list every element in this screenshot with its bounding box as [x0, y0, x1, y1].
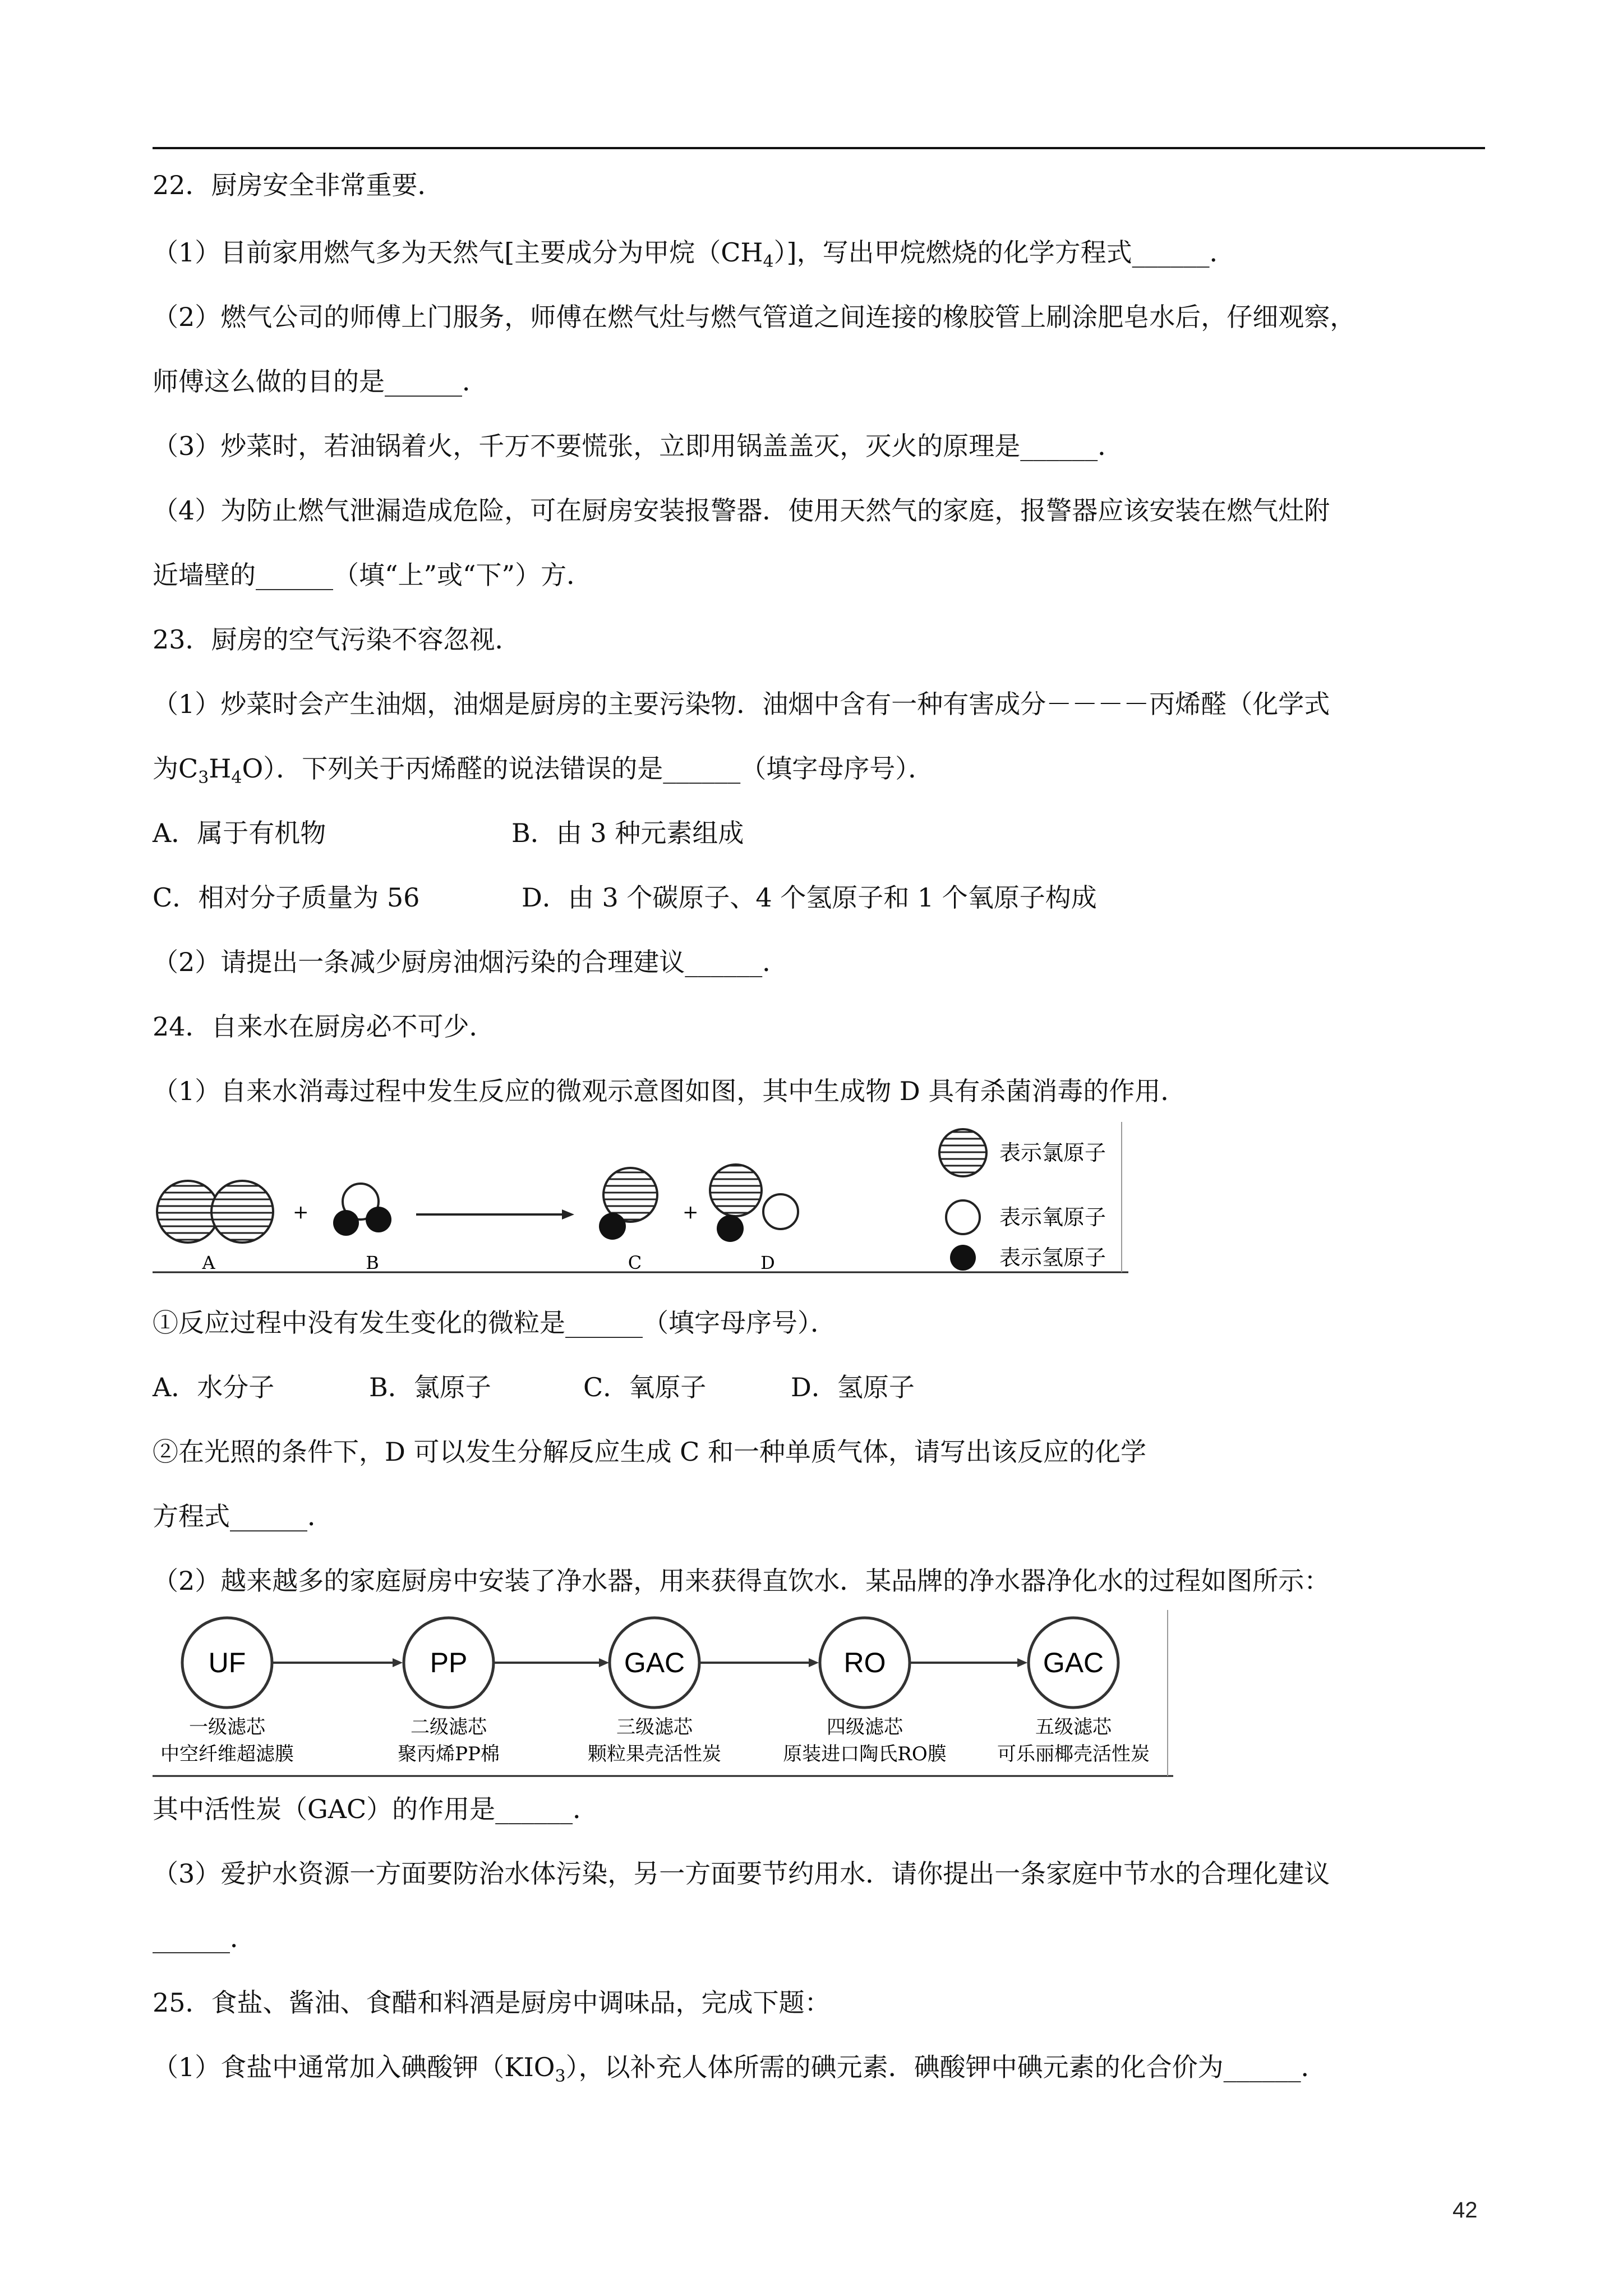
- filter-stage-1: [160, 1618, 294, 1765]
- filter-stage-5: [997, 1618, 1150, 1765]
- legend-hydrogen-label: 表示氢原子: [999, 1245, 1106, 1270]
- filter-description: 颗粒果壳活性炭: [588, 1743, 721, 1765]
- q23-part1-line1: （1）炒菜时会产生油烟，油烟是厨房的主要污染物．油烟中含有一种有害成分－－－－丙烯醛（化学式: [153, 689, 1330, 719]
- arrow-head: [562, 1209, 574, 1220]
- q24-subq1-option-c: C．氧原子: [583, 1372, 707, 1402]
- chlorine-atom: [157, 1181, 219, 1243]
- label-d: D: [760, 1252, 775, 1273]
- legend-oxygen-label: 表示氧原子: [999, 1205, 1106, 1230]
- q22-part2-line2: 师傅这么做的目的是______．: [153, 366, 488, 397]
- chlorine-atom: [710, 1165, 762, 1216]
- hydrogen-atom: [366, 1207, 391, 1232]
- q24-subq2-line1: ②在光照的条件下，D 可以发生分解反应生成 C 和一种单质气体，请写出该反应的化学: [153, 1437, 1146, 1467]
- q24-subq1: ①反应过程中没有发生变化的微粒是______（填字母序号）．: [153, 1308, 836, 1338]
- molecule-b: [333, 1184, 391, 1236]
- filter-description: 中空纤维超滤膜: [160, 1743, 294, 1765]
- label-a: A: [202, 1252, 215, 1273]
- label-c: C: [628, 1252, 642, 1273]
- q23-option-b: B．由 3 种元素组成: [511, 818, 744, 848]
- q23-option-c: C．相对分子质量为 56: [153, 882, 420, 913]
- filter-description: 可乐丽椰壳活性炭: [997, 1743, 1150, 1765]
- chlorine-atom: [211, 1181, 273, 1243]
- legend-hydrogen-icon: [950, 1245, 976, 1271]
- header-rule: [153, 147, 1485, 149]
- q24-part3-line2: ______．: [153, 1923, 256, 1953]
- legend-oxygen-icon: [946, 1200, 980, 1234]
- legend: [939, 1129, 1106, 1271]
- label-b: B: [366, 1252, 379, 1273]
- filter-level: 二级滤芯: [411, 1716, 487, 1738]
- q23-option-d: D．由 3 个碳原子、4 个氢原子和 1 个氧原子构成: [522, 882, 1097, 913]
- reaction-diagram: [153, 1122, 1128, 1285]
- filter-description: 聚丙烯PP棉: [398, 1743, 500, 1765]
- filter-code: GAC: [624, 1647, 685, 1678]
- filter-level: 五级滤芯: [1035, 1716, 1112, 1738]
- q23-title: 23．厨房的空气污染不容忽视．: [153, 624, 521, 655]
- filter-description: 原装进口陶氏RO膜: [783, 1743, 947, 1765]
- q25-title: 25．食盐、酱油、食醋和料酒是厨房中调味品，完成下题：: [153, 1987, 831, 2018]
- q24-subq1-option-a: A．水分子: [153, 1372, 275, 1402]
- arrow-head: [393, 1658, 403, 1667]
- filter-stage-4: [783, 1618, 946, 1765]
- q25-part1: （1）食盐中通常加入碘酸钾$(KIO_3)$，以补充人体所需的碘元素．碘酸钾中碘元素的化合价为______．: [153, 2052, 1327, 2086]
- filter-stage-3: [588, 1618, 721, 1765]
- legend-chlorine-icon: [939, 1129, 986, 1176]
- page-number: 42: [1453, 2198, 1478, 2223]
- filter-level: 一级滤芯: [189, 1716, 265, 1738]
- q24-subq1-option-b: B．氯原子: [369, 1372, 491, 1402]
- q24-title: 24．自来水在厨房必不可少．: [153, 1011, 495, 1042]
- q23-part2: （2）请提出一条减少厨房油烟污染的合理建议______．: [153, 947, 789, 977]
- q22-part4-line2: 近墙壁的______（填“上”或“下”）方．: [153, 560, 593, 590]
- q24-part2-question: 其中活性炭（GAC）的作用是______．: [153, 1794, 599, 1824]
- q23-part1-line2: 为$C_3H_4O$）．下列关于丙烯醛的说法错误的是______（填字母序号）．: [153, 753, 934, 788]
- filter-code: RO: [843, 1647, 886, 1678]
- q22-part4-line1: （4）为防止燃气泄漏造成危险，可在厨房安装报警器．使用天然气的家庭，报警器应该安装在燃气灶附: [153, 495, 1330, 526]
- filter-code: UF: [208, 1647, 246, 1678]
- hydrogen-atom: [599, 1213, 626, 1240]
- q24-part1: （1）自来水消毒过程中发生反应的微观示意图如图，其中生成物 D 具有杀菌消毒的作用．: [153, 1076, 1187, 1106]
- filter-level: 四级滤芯: [827, 1716, 903, 1738]
- q24-subq1-option-d: D．氢原子: [791, 1372, 915, 1402]
- q22-part2-line1: （2）燃气公司的师傅上门服务，师傅在燃气灶与燃气管道之间连接的橡胶管上刷涂肥皂水后，仔细观察，: [153, 302, 1356, 332]
- plus-sign: +: [683, 1201, 699, 1223]
- filter-stage-2: [398, 1618, 500, 1765]
- arrow-head: [599, 1658, 609, 1667]
- hydrogen-atom: [333, 1210, 359, 1236]
- q24-part2: （2）越来越多的家庭厨房中安装了净水器，用来获得直饮水．某品牌的净水器净化水的过程如图所示：: [153, 1566, 1330, 1596]
- q22-part3: （3）炒菜时，若油锅着火，千万不要慌张，立即用锅盖盖灭，灭火的原理是______．: [153, 431, 1124, 461]
- arrow-head: [809, 1658, 819, 1667]
- plus-sign: +: [293, 1201, 309, 1223]
- filter-level: 三级滤芯: [616, 1716, 693, 1738]
- filter-process-diagram: [153, 1610, 1173, 1778]
- filter-code: PP: [430, 1647, 468, 1678]
- q24-subq2-line2: 方程式______．: [153, 1501, 333, 1531]
- q22-title: 22．厨房安全非常重要．: [153, 170, 444, 200]
- molecule-a: [157, 1181, 273, 1243]
- q23-option-a: A．属于有机物: [153, 818, 326, 848]
- legend-chlorine-label: 表示氯原子: [999, 1140, 1106, 1165]
- hydrogen-atom: [717, 1215, 744, 1242]
- molecule-d: [710, 1165, 798, 1242]
- filter-code: GAC: [1043, 1647, 1104, 1678]
- arrow-head: [1017, 1658, 1027, 1667]
- oxygen-atom: [763, 1194, 798, 1229]
- q24-part3-line1: （3）爱护水资源一方面要防治水体污染，另一方面要节约用水．请你提出一条家庭中节水的合理化建议: [153, 1858, 1330, 1889]
- q22-part1: （1）目前家用燃气多为天然气[主要成分为甲烷$(CH_4)$]，写出甲烷燃烧的化学方程式______．: [153, 237, 1235, 272]
- molecule-c: [599, 1168, 657, 1240]
